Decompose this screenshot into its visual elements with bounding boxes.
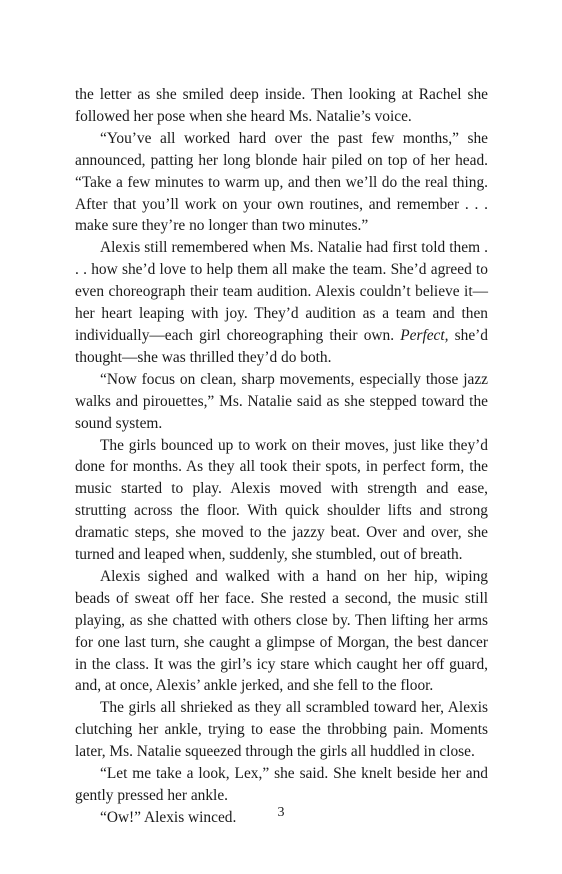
paragraph-3-italic-word: Perfect,	[400, 326, 449, 344]
paragraph-7: The girls all shrieked as they all scrambled toward her, Alexis clutching her ankle, trying to ease the throbbing pain. Moments later, Ms. Natalie squeezed through the girls all huddled in close.	[75, 699, 488, 761]
paragraph-5: The girls bounced up to work on their moves, just like they’d done for months. As they all took their spots, in perfect form, the music started to play. Alexis moved with strength and ease, strutting across the floor. With quick shoulder lifts and strong dramatic steps, she moved to the jazzy beat. Over and over, she turned and leaped when, suddenly, she stumbled, out of breath.	[75, 436, 488, 564]
paragraph-3	[75, 237, 488, 368]
page-number: 3	[277, 805, 285, 820]
page-body	[75, 84, 488, 829]
paragraph-2: “You’ve all worked hard over the past few months,” she announced, patting her long blonde hair piled on top of her head. “Take a few minutes to warm up, and then we’ll do the real thing. After that you’ll work on your own routines, and remember . . . make sure they’re no longer than two minutes.”	[75, 129, 488, 235]
paragraph-3-text-before: Alexis still remembered when Ms. Natalie had first told them . . . how she’d love to help them all make the team. She’d agreed to even choreograph their team audition. Alexis couldn’t believe it—her heart leaping with joy. They’d audition as a team and then individually—each girl choreographing their own.	[75, 239, 488, 344]
paragraph-9: “Ow!” Alexis winced.	[100, 808, 237, 826]
paragraph-4: “Now focus on clean, sharp movements, especially those jazz walks and pirouettes,” Ms. Natalie said as she stepped toward the sound system.	[75, 370, 488, 432]
paragraph-6: Alexis sighed and walked with a hand on her hip, wiping beads of sweat off her face. She rested a second, the music still playing, as she chatted with others close by. Then lifting her arms for one last turn, she caught a glimpse of Morgan, the best dancer in the class. It was the girl’s icy stare which caught her off guard, and, at once, Alexis’ ankle jerked, and she fell to the floor.	[75, 567, 488, 695]
paragraph-1: the letter as she smiled deep inside. Then looking at Rachel she followed her pose when she heard Ms. Natalie’s voice.	[75, 86, 488, 125]
paragraph-8: “Let me take a look, Lex,” she said. She knelt beside her and gently pressed her ankle.	[75, 765, 488, 804]
paragraph-3-text-after: she’d thought—she was thrilled they’d do both.	[75, 326, 488, 366]
